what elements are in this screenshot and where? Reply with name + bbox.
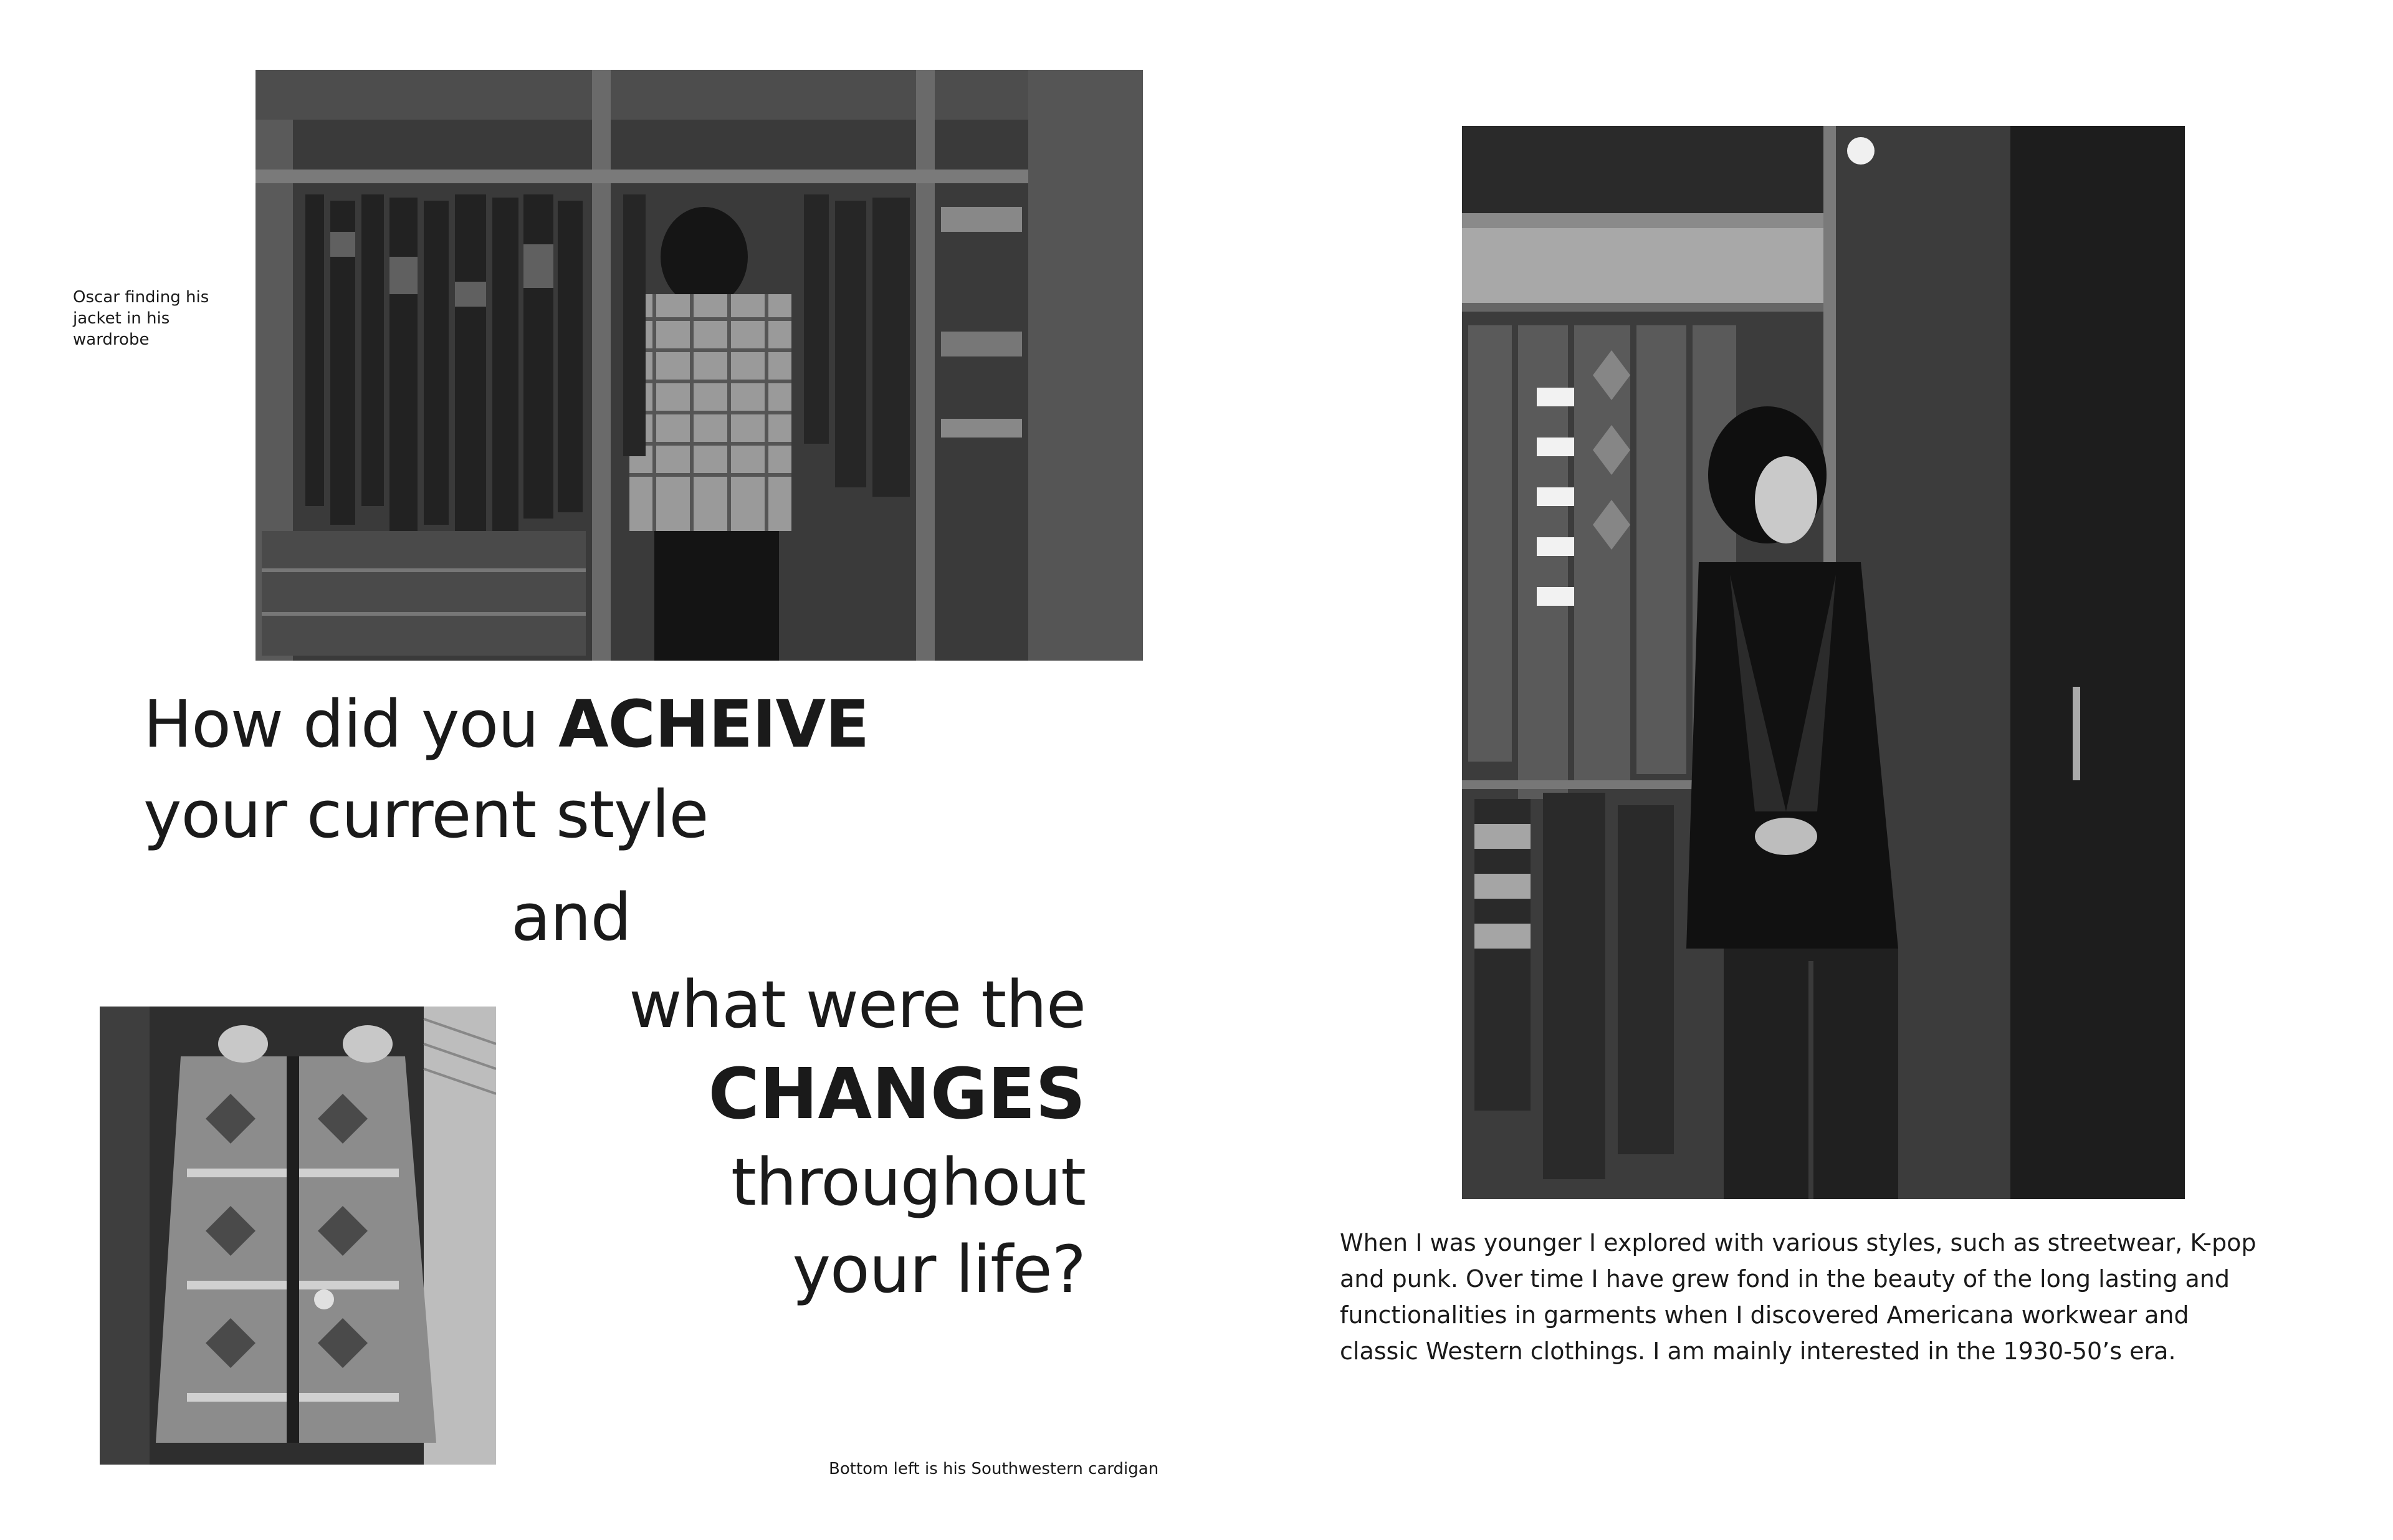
photo-caption-wardrobe: Oscar finding his jacket in his wardrobe	[73, 288, 209, 349]
cardigan-photo	[100, 1007, 496, 1465]
cardigan-photo-illustration	[100, 1007, 496, 1465]
headline-line-7: your life?	[792, 1232, 1086, 1308]
interview-answer-paragraph: When I was younger I explored with various styles, such as streetwear, K-pop and punk. Over time I have grew fond in the beauty of the long lasting and functionalities in garments when I discovered Americana workwear and classic Western clothings. I am mainly interested in the 1930-50’s era.	[1340, 1229, 2257, 1365]
headline-line-2: your current style	[143, 777, 709, 853]
wardrobe-photo-illustration	[256, 70, 1143, 661]
photo-caption-cardigan: Bottom left is his Southwestern cardigan	[829, 1460, 1159, 1478]
headline-emphasis-acheive: ACHEIVE	[558, 686, 869, 762]
headline-line-1	[143, 686, 869, 762]
portrait-photo	[1462, 126, 2185, 1199]
portrait-photo-illustration	[1462, 126, 2185, 1199]
headline-line-3: and	[511, 879, 631, 955]
headline-line-4: what were the	[629, 967, 1086, 1043]
wardrobe-photo	[256, 70, 1143, 661]
headline-line-6: throughout	[731, 1144, 1086, 1220]
headline-emphasis-changes: CHANGES	[708, 1054, 1086, 1135]
headline-line-1-regular: How did you	[143, 686, 559, 762]
